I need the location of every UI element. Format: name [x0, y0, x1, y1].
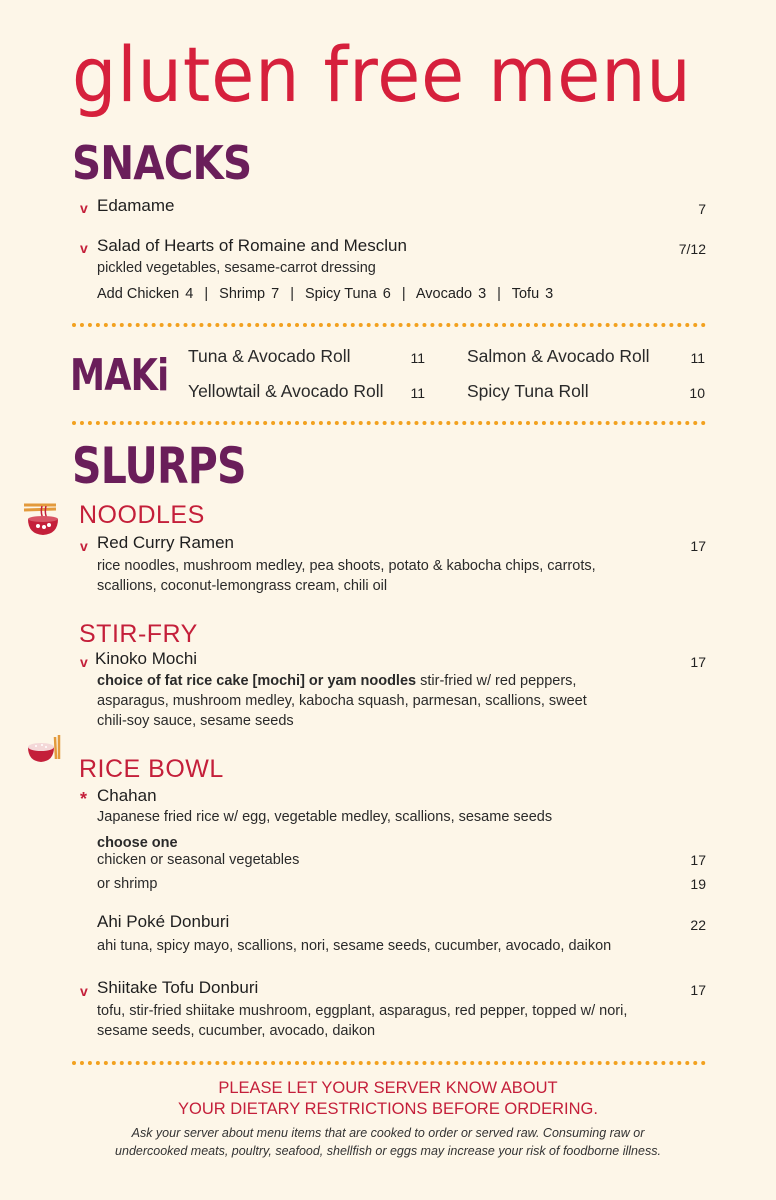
disclaimer-line-1: Ask your server about menu items that are cooked to order or served raw. Consuming raw or	[131, 1126, 645, 1140]
maki-heading: MAKi	[70, 350, 169, 401]
dietary-notice-line-1: PLEASE LET YOUR SERVER KNOW ABOUT	[218, 1079, 558, 1097]
price-ahi-poke-donburi: 22	[690, 917, 706, 933]
price-kinoko-mochi: 17	[690, 654, 706, 670]
vegetarian-marker: v	[80, 240, 88, 256]
addon-chicken-price: 4	[185, 286, 194, 302]
desc-kinoko-mochi-bold: choice of fat rice cake [mochi] or yam noodles	[97, 673, 417, 689]
vegetarian-marker: v	[80, 654, 88, 670]
menu-title: gluten free menu	[72, 30, 692, 119]
option-chicken-veg: chicken or seasonal vegetables	[97, 852, 300, 868]
addon-chicken: Chicken	[126, 286, 180, 302]
separator: |	[401, 286, 406, 302]
addon-avocado: Avocado	[415, 286, 473, 302]
price-option-shrimp: 19	[690, 876, 706, 892]
separator: |	[497, 286, 501, 302]
desc-chahan: Japanese fried rice w/ egg, vegetable medley, scallions, sesame seeds	[97, 809, 553, 825]
addons-label: Add	[97, 286, 123, 302]
item-red-curry-ramen: Red Curry Ramen	[97, 533, 234, 552]
desc-red-curry-ramen-2: scallions, coconut-lemongrass cream, chili oil	[97, 578, 388, 594]
addon-shrimp-price: 7	[271, 286, 280, 302]
slurps-heading: SLURPS	[72, 437, 246, 495]
item-chahan: Chahan	[97, 786, 157, 805]
price-salmon-avocado: 11	[690, 350, 705, 366]
dotted-divider	[72, 1061, 706, 1065]
rice-bowl-icon	[26, 733, 64, 767]
desc-ahi-poke-donburi: ahi tuna, spicy mayo, scallions, nori, sesame seeds, cucumber, avocado, daikon	[97, 938, 612, 954]
disclaimer-line-2: undercooked meats, poultry, seafood, shellfish or eggs may increase your risk of foodborne illness.	[115, 1144, 661, 1158]
dotted-divider	[72, 323, 706, 327]
item-edamame: Edamame	[97, 196, 175, 215]
desc-shiitake-1: tofu, stir-fried shiitake mushroom, eggplant, asparagus, red pepper, topped w/ nori,	[97, 1003, 628, 1019]
addon-spicy-tuna-price: 6	[382, 286, 391, 302]
addons-row	[97, 286, 553, 302]
addon-tofu-price: 3	[545, 286, 554, 302]
choose-one-label: choose one	[97, 835, 178, 851]
maki-spicy-tuna: Spicy Tuna Roll	[467, 381, 589, 401]
desc-red-curry-ramen-1: rice noodles, mushroom medley, pea shoots, potato & kabocha chips, carrots,	[97, 558, 596, 574]
stirfry-heading: STIR-FRY	[79, 620, 198, 648]
ricebowl-heading: RICE BOWL	[79, 755, 224, 783]
item-ahi-poke-donburi: Ahi Poké Donburi	[97, 912, 230, 931]
maki-salmon-avocado: Salmon & Avocado Roll	[467, 346, 650, 366]
maki-tuna-avocado: Tuna & Avocado Roll	[188, 346, 351, 366]
addon-shrimp: Shrimp	[219, 286, 266, 302]
vegetarian-marker: v	[80, 983, 88, 999]
price-option-chicken-veg: 17	[690, 852, 706, 868]
option-shrimp: or shrimp	[97, 876, 158, 892]
item-salad: Salad of Hearts of Romaine and Mesclun	[97, 236, 407, 255]
dietary-notice-line-2: YOUR DIETARY RESTRICTIONS BEFORE ORDERING.	[178, 1100, 598, 1118]
vegetarian-marker: v	[80, 538, 88, 554]
noodles-heading: NOODLES	[79, 501, 205, 529]
price-edamame: 7	[698, 201, 706, 217]
separator: |	[290, 286, 294, 302]
raw-marker: *	[80, 789, 88, 809]
item-kinoko-mochi: Kinoko Mochi	[95, 649, 198, 668]
price-tuna-avocado: 11	[410, 350, 425, 366]
addon-spicy-tuna: Spicy Tuna	[305, 286, 377, 302]
vegetarian-marker: v	[80, 200, 88, 216]
desc-salad: pickled vegetables, sesame-carrot dressing	[97, 260, 376, 276]
dotted-divider	[72, 421, 706, 425]
noodle-bowl-icon	[22, 500, 64, 540]
desc-kinoko-mochi-3: chili-soy sauce, sesame seeds	[97, 713, 294, 729]
desc-shiitake-2: sesame seeds, cucumber, avocado, daikon	[97, 1023, 376, 1039]
addon-tofu: Tofu	[511, 286, 540, 302]
addon-avocado-price: 3	[478, 286, 487, 302]
price-spicy-tuna: 10	[689, 385, 705, 401]
item-shiitake-tofu-donburi: Shiitake Tofu Donburi	[97, 978, 259, 997]
price-yellowtail-avocado: 11	[410, 385, 425, 401]
price-salad: 7/12	[678, 241, 706, 257]
snacks-heading: SNACKS	[72, 136, 252, 190]
maki-yellowtail-avocado: Yellowtail & Avocado Roll	[188, 381, 384, 401]
desc-kinoko-mochi-rest: stir-fried w/ red peppers,	[420, 673, 577, 689]
price-shiitake-tofu-donburi: 17	[690, 982, 706, 998]
separator: |	[204, 286, 209, 302]
price-red-curry-ramen: 17	[690, 538, 706, 554]
desc-kinoko-mochi-1	[97, 671, 576, 691]
desc-kinoko-mochi-2: asparagus, mushroom medley, kabocha squash, parmesan, scallions, sweet	[97, 693, 587, 709]
